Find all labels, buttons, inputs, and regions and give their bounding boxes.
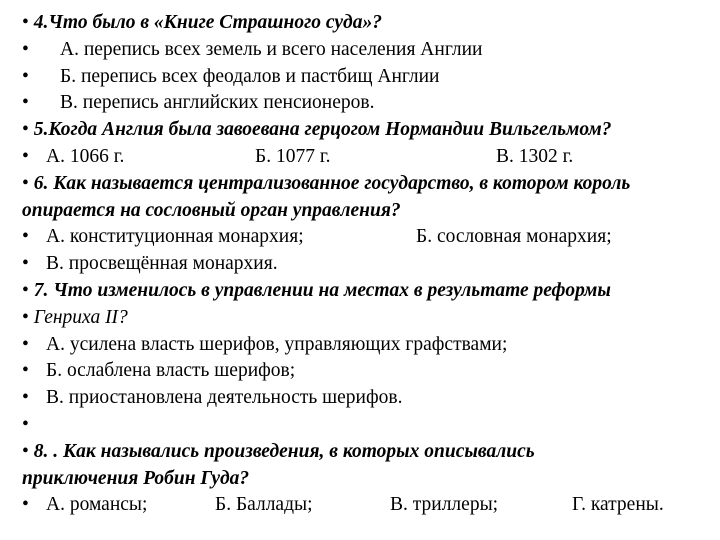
bullet: • — [22, 92, 29, 114]
question-7-text-1: 7. Что изменилось в управлении на местах в результате реформы — [33, 279, 611, 301]
answer-7c-text: В. приостановлена деятельность шерифов. — [46, 387, 403, 409]
answer-7a-text: А. усилена власть шерифов, управляющих графствами; — [46, 333, 508, 355]
bullet: • — [22, 440, 29, 462]
answer-8d-text: Г. катрены. — [572, 494, 664, 516]
bullet: • — [22, 38, 29, 60]
answer-7a — [22, 332, 716, 359]
question-6-text-1: 6. Как называется централизованное государство, в котором король — [33, 172, 631, 194]
answer-5c-text: В. 1302 г. — [496, 145, 574, 167]
question-5 — [22, 117, 716, 144]
question-8 — [22, 439, 716, 466]
question-6-cont — [22, 198, 716, 225]
answer-5b-text: Б. 1077 г. — [255, 145, 331, 167]
answer-4c-text: В. перепись английских пенсионеров. — [60, 92, 375, 114]
answer-8b-text: Б. Баллады; — [215, 494, 313, 516]
answer-6a-text: А. конституционная монархия; — [46, 226, 304, 248]
bullet: • — [22, 413, 29, 435]
bullet: • — [22, 333, 29, 355]
bullet: • — [22, 145, 29, 167]
answer-4b-text: Б. перепись всех феодалов и пастбищ Англии — [60, 65, 440, 87]
empty-bullet-line — [22, 412, 716, 439]
question-7-text-2: Генриха II? — [33, 306, 128, 328]
answer-7b-text: Б. ослаблена власть шерифов; — [46, 360, 296, 382]
answer-8c-text: В. триллеры; — [390, 494, 499, 516]
bullet: • — [22, 360, 29, 382]
bullet: • — [22, 387, 29, 409]
question-4 — [22, 10, 716, 37]
bullet: • — [22, 12, 29, 33]
answers-6ab — [22, 224, 716, 251]
question-8-cont — [22, 466, 716, 493]
answer-6c-text: В. просвещённая монархия. — [46, 253, 278, 275]
question-8-text-2: приключения Робин Гуда? — [22, 467, 250, 489]
question-8-text-1: 8. . Как назывались произведения, в которых описывались — [33, 440, 535, 462]
bullet: • — [22, 65, 29, 87]
answer-4c — [22, 90, 716, 117]
quiz-page — [22, 10, 716, 519]
answer-4a — [22, 37, 716, 64]
answer-5a-text: А. 1066 г. — [46, 145, 125, 167]
answers-5 — [22, 144, 716, 171]
answers-8 — [22, 492, 716, 519]
question-5-text: 5.Когда Англия была завоевана герцогом Нормандии Вильгельмом? — [33, 119, 612, 141]
question-6 — [22, 171, 716, 198]
answer-4a-text: А. перепись всех земель и всего населения Англии — [60, 38, 483, 60]
bullet: • — [22, 119, 29, 141]
bullet: • — [22, 226, 29, 248]
bullet: • — [22, 494, 29, 516]
question-7-cont — [22, 305, 716, 332]
answer-6c — [22, 251, 716, 278]
answer-4b — [22, 64, 716, 91]
answer-6b-text: Б. сословная монархия; — [416, 226, 612, 248]
answer-7c — [22, 385, 716, 412]
bullet: • — [22, 172, 29, 194]
question-4-text: 4.Что было в «Книге Страшного суда»? — [33, 12, 382, 33]
answer-8a-text: А. романсы; — [46, 494, 148, 516]
answer-7b — [22, 358, 716, 385]
bullet: • — [22, 253, 29, 275]
bullet: • — [22, 306, 29, 328]
question-6-text-2: опирается на сословный орган управления? — [22, 199, 401, 221]
bullet: • — [22, 279, 29, 301]
question-7 — [22, 278, 716, 305]
